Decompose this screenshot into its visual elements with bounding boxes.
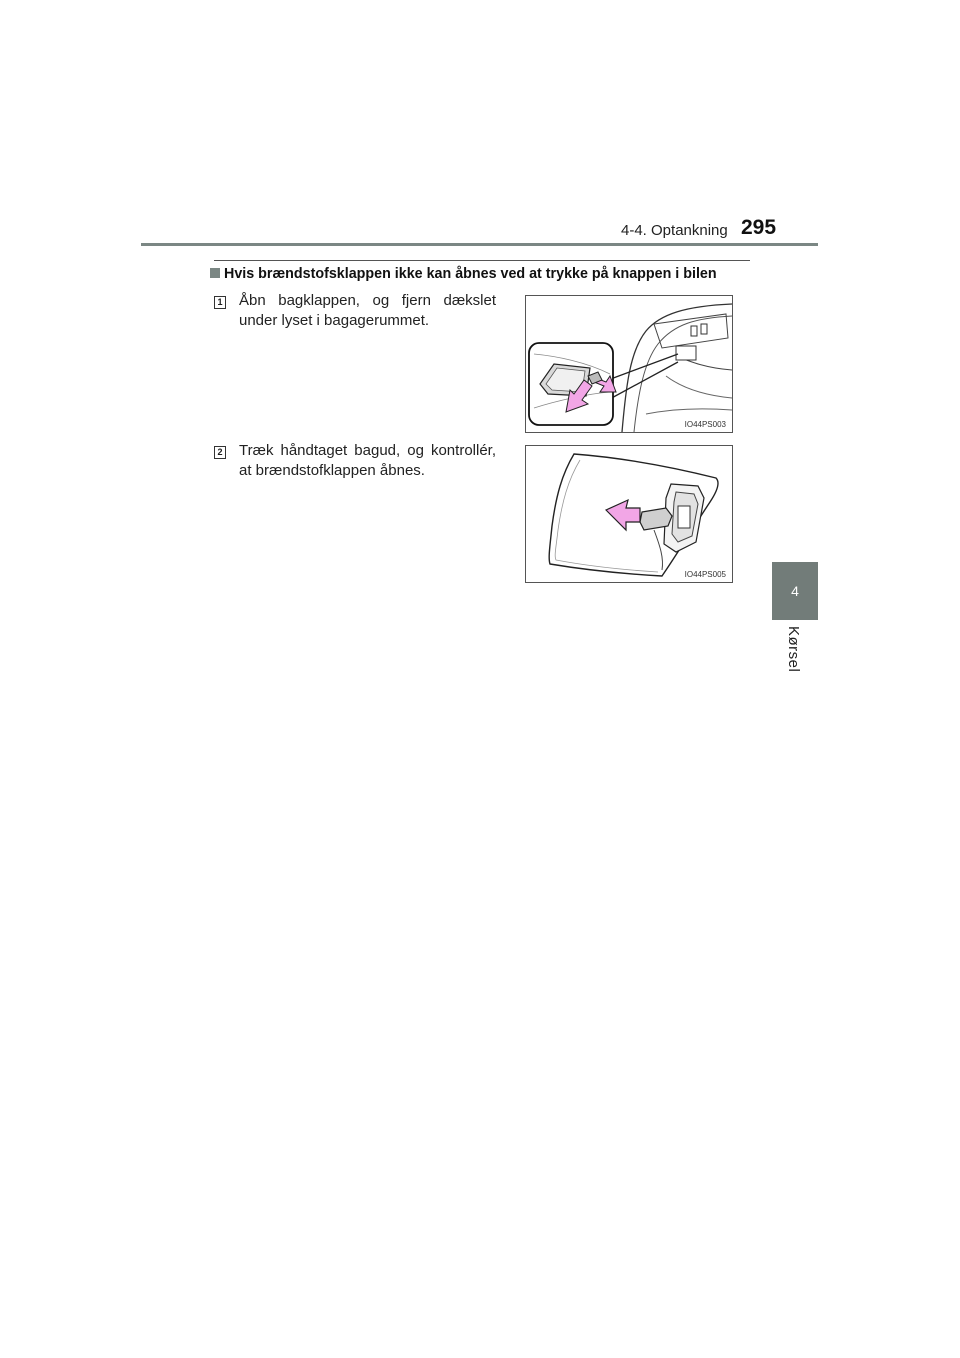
subheading <box>210 266 717 282</box>
step-number-1: 1 <box>214 296 226 309</box>
chapter-number: 4 <box>791 583 799 599</box>
figure-code-1: IO44PS003 <box>684 420 726 429</box>
step-text-2: Træk håndtaget bagud, og kontrollér, at brændstofklappen åbnes. <box>239 442 496 479</box>
step-text-1: Åbn bagklappen, og fjern dækslet under lyset i bagagerummet. <box>239 292 496 329</box>
step-number-2: 2 <box>214 446 226 459</box>
chapter-tab <box>772 562 818 620</box>
chapter-title: Kørsel <box>785 626 802 673</box>
figure-code-2: IO44PS005 <box>684 570 726 579</box>
square-bullet-icon <box>210 268 220 278</box>
trunk-illustration <box>526 296 732 432</box>
section-title: 4-4. Optankning <box>621 222 728 239</box>
page-number: 295 <box>741 216 777 239</box>
subheading-rule <box>214 260 750 261</box>
fuel-lever-illustration <box>526 446 732 582</box>
figure-fuel-lever <box>525 445 733 583</box>
subheading-text: Hvis brændstofsklappen ikke kan åbnes ved at trykke på knappen i bilen <box>224 266 717 282</box>
header-rule <box>141 243 818 246</box>
figure-trunk-cover <box>525 295 733 433</box>
